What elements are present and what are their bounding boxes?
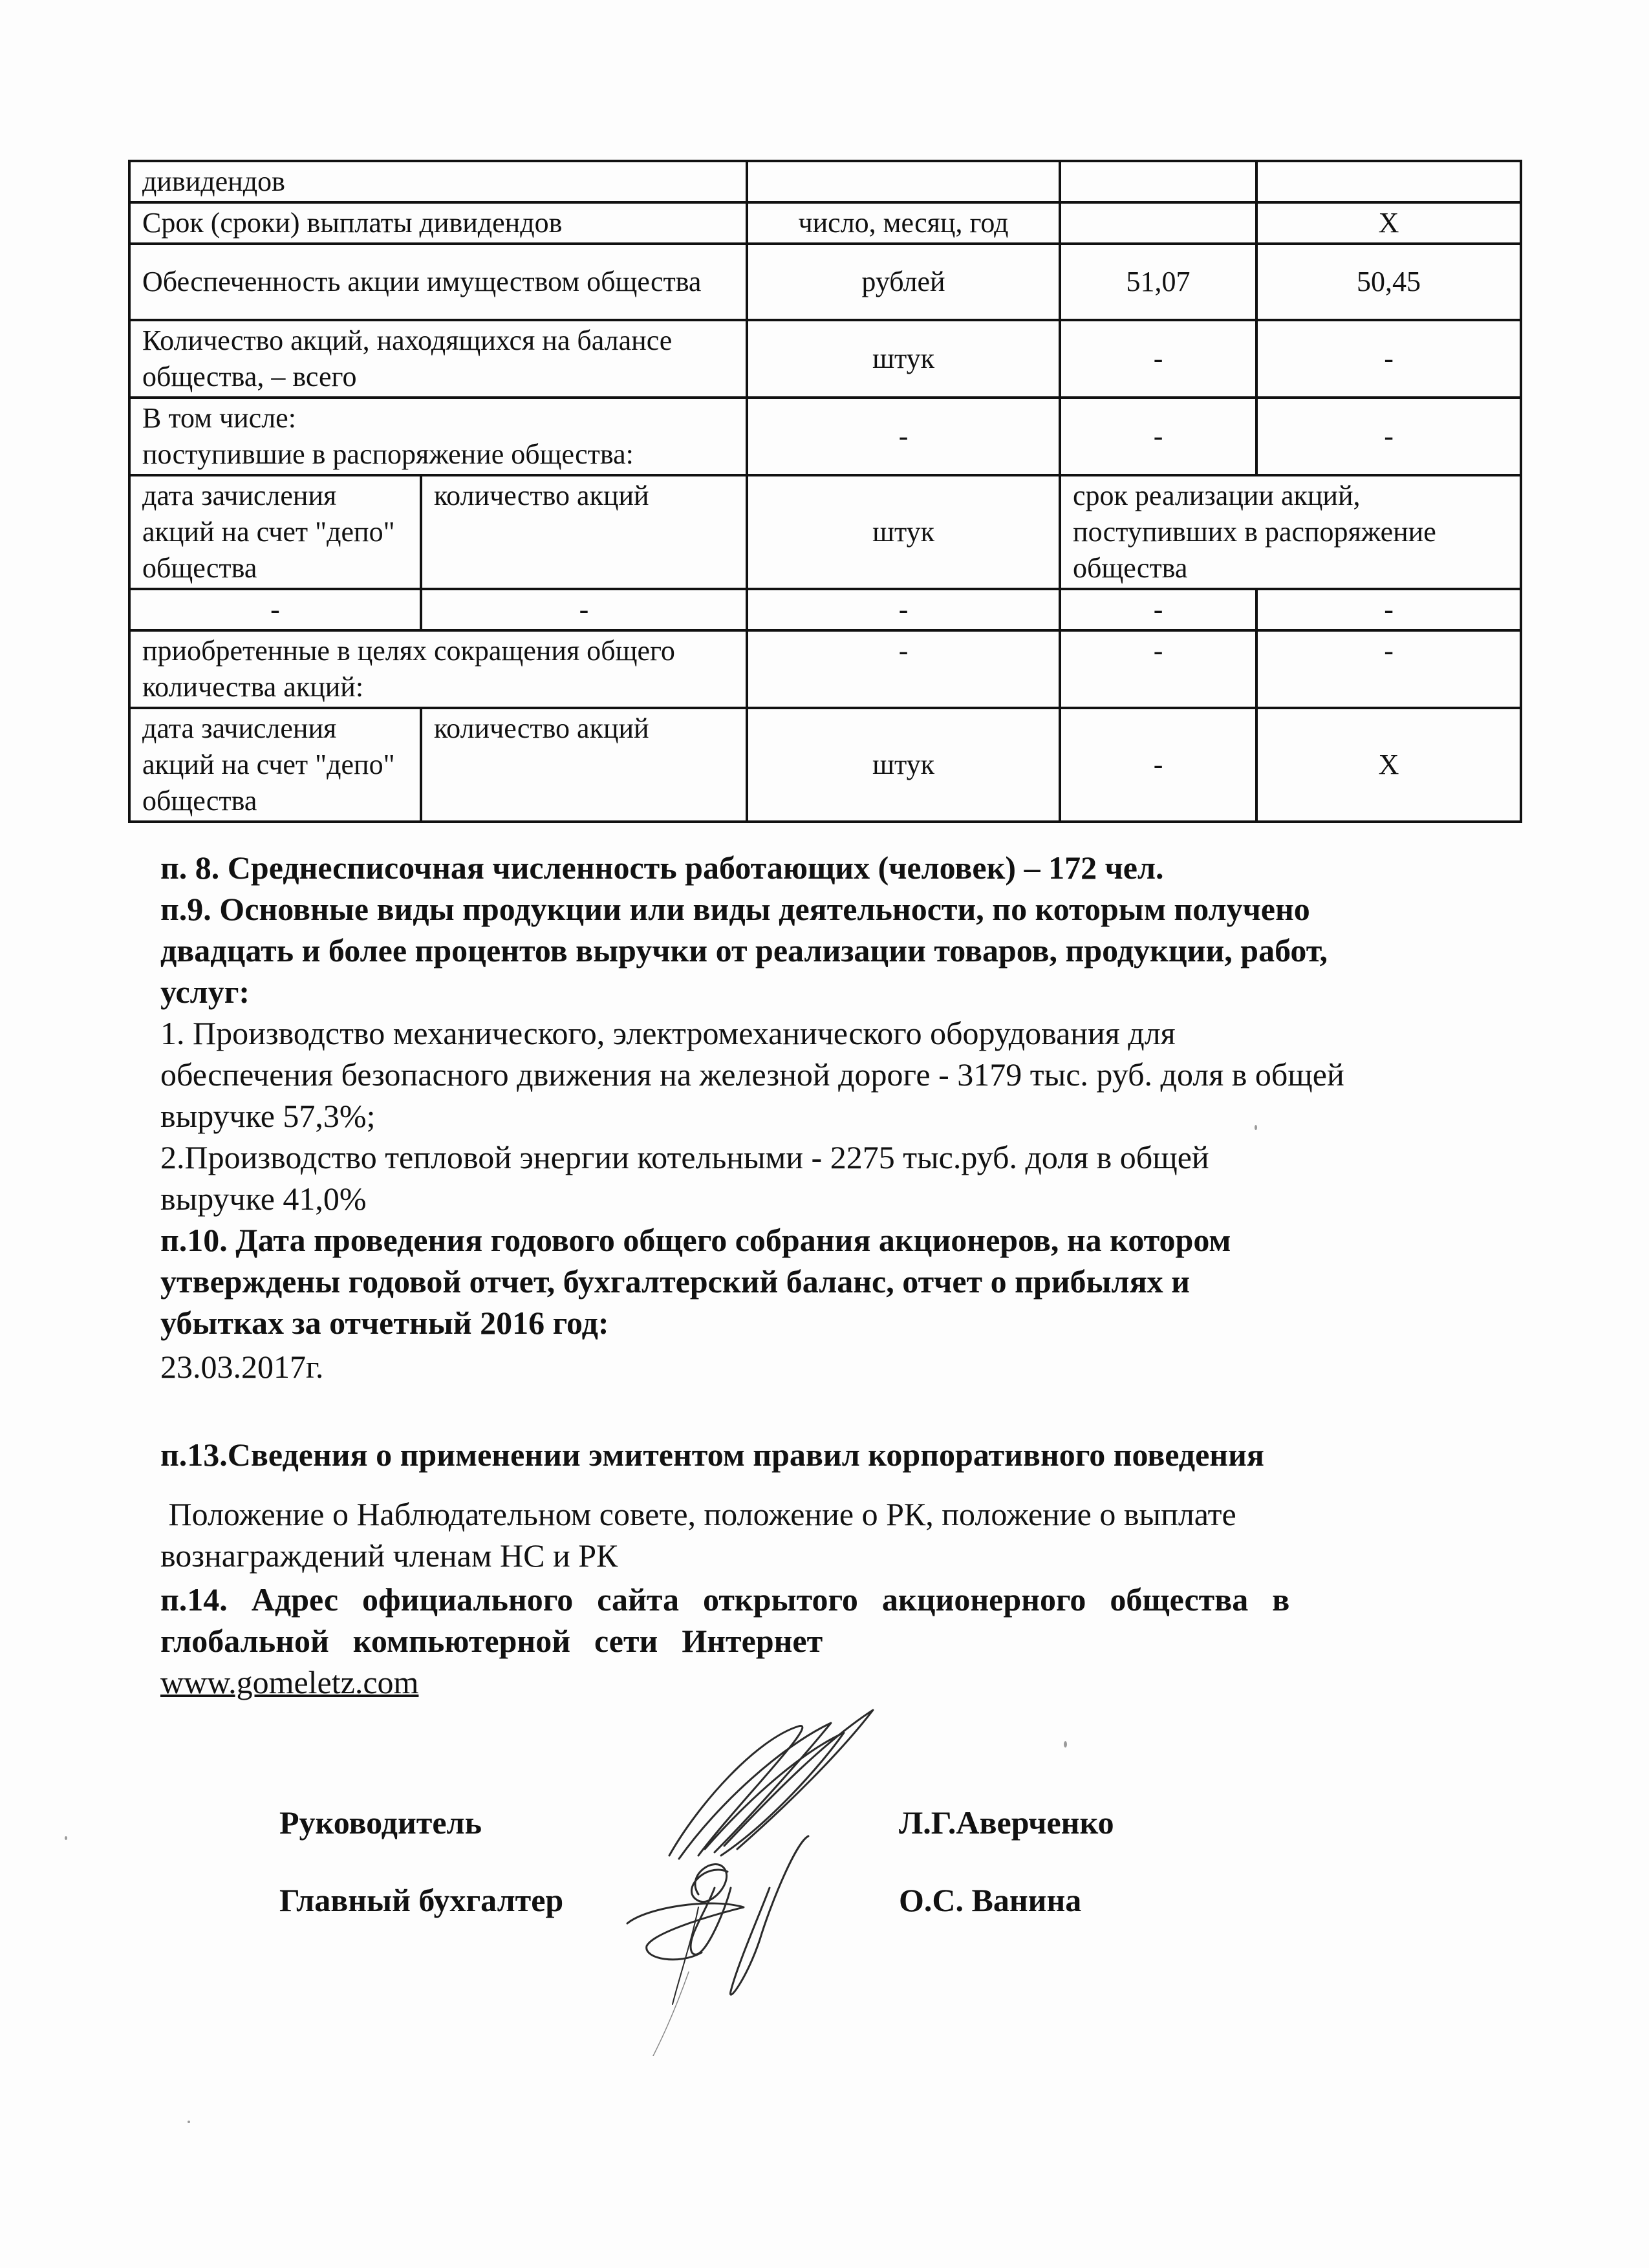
qty-cell: -: [421, 589, 747, 630]
table-row: [129, 708, 1521, 822]
head-name: Л.Г.Аверченко: [899, 1804, 1114, 1841]
signature-stroke: [724, 1710, 873, 1849]
section-p9-items: [160, 1012, 1531, 1219]
curr-year-cell: -: [1256, 630, 1521, 708]
p9-title-line: двадцать и более процентов выручки от реализации товаров, продукции, работ,: [160, 932, 1328, 968]
signature-stroke: [691, 1865, 727, 1902]
prev-year-cell: -: [1060, 320, 1256, 398]
unit-cell: число, месяц, год: [747, 202, 1060, 244]
prev-year-cell: -: [1060, 630, 1256, 708]
prev-year-cell: 51,07: [1060, 244, 1256, 320]
row-label: [129, 398, 747, 475]
section-p8: п. 8. Среднесписочная численность работающих (человек) – 172 чел.: [160, 850, 1164, 886]
curr-year-cell: -: [1256, 320, 1521, 398]
unit-cell: -: [747, 630, 1060, 708]
date-cell: -: [129, 589, 421, 630]
p9-item-line: 2.Производство тепловой энергии котельными - 2275 тыс.руб. доля в общей: [160, 1139, 1209, 1175]
signature-stroke: [730, 1836, 808, 1995]
table-row: [129, 244, 1521, 320]
qty-label-cell: количество акций: [421, 475, 747, 589]
website-link[interactable]: www.gomeletz.com: [160, 1664, 419, 1700]
signature-stroke: [679, 1723, 831, 1859]
accountant-name: О.С. Ванина: [899, 1882, 1082, 1918]
p13-text-line: Положение о Наблюдательном совете, положение о РК, положение о выплате: [160, 1496, 1236, 1532]
curr-year-cell: [1256, 161, 1521, 202]
row-label-line: поступившие в распоряжение общества:: [142, 438, 634, 470]
prev-year-cell: -: [1060, 398, 1256, 475]
prev-year-cell: -: [1060, 589, 1256, 630]
row-label: дивидендов: [129, 161, 747, 202]
term-label-cell: срок реализации акций, поступивших в распоряжение общества: [1060, 475, 1521, 589]
curr-year-cell: -: [1256, 589, 1521, 630]
accountant-title: Главный бухгалтер: [279, 1882, 564, 1918]
unit-cell: -: [747, 589, 1060, 630]
row-label: Срок (сроки) выплаты дивидендов: [129, 202, 747, 244]
head-title: Руководитель: [279, 1804, 482, 1841]
curr-year-cell: X: [1256, 708, 1521, 822]
p13-text-line: вознаграждений членам НС и РК: [160, 1537, 618, 1574]
unit-cell: -: [747, 398, 1060, 475]
row-label: Обеспеченность акции имуществом общества: [129, 244, 747, 320]
scan-speck: [188, 2121, 190, 2123]
meeting-date: 23.03.2017г.: [160, 1349, 324, 1385]
curr-year-cell: 50,45: [1256, 244, 1521, 320]
p9-title-line: п.9. Основные виды продукции или виды деятельности, по которым получено: [160, 891, 1310, 927]
table-row: [129, 630, 1521, 708]
p14-title-line: п.14. Адрес официального сайта открытого акционерного общества в: [160, 1581, 1290, 1618]
section-p10-title: [160, 1219, 1531, 1343]
date-label-cell: дата зачисления акций на счет "депо" общества: [129, 475, 421, 589]
p9-item-line: обеспечения безопасного движения на железной дороге - 3179 тыс. руб. доля в общей: [160, 1056, 1344, 1093]
shares-table: [128, 160, 1522, 823]
curr-year-cell: X: [1256, 202, 1521, 244]
table-row: [129, 475, 1521, 589]
section-p9-title: [160, 888, 1531, 1012]
p10-title-line: утверждены годовой отчет, бухгалтерский баланс, отчет о прибылях и: [160, 1263, 1190, 1300]
signature-stroke: [653, 1972, 689, 2056]
scan-speck: [1064, 1741, 1067, 1748]
signature-stroke: [627, 1903, 744, 1960]
curr-year-cell: -: [1256, 398, 1521, 475]
scan-speck: [1255, 1125, 1257, 1130]
row-label-line: В том числе:: [142, 402, 296, 434]
p9-item-line: 1. Производство механического, электромеханического оборудования для: [160, 1015, 1176, 1051]
prev-year-cell: [1060, 161, 1256, 202]
p9-item-line: выручке 41,0%: [160, 1181, 367, 1217]
section-p14-title: [160, 1579, 1531, 1662]
unit-cell: штук: [747, 708, 1060, 822]
unit-cell: штук: [747, 320, 1060, 398]
prev-year-cell: -: [1060, 708, 1256, 822]
unit-cell: [747, 161, 1060, 202]
row-label: Количество акций, находящихся на балансе общества, – всего: [129, 320, 747, 398]
section-p13-text: [160, 1493, 1531, 1576]
p10-title-line: убытках за отчетный 2016 год:: [160, 1305, 609, 1341]
row-label: приобретенные в целях сокращения общего количества акций:: [129, 630, 747, 708]
table-row: [129, 589, 1521, 630]
table-row: [129, 161, 1521, 202]
scan-speck: [65, 1836, 67, 1840]
table-row: [129, 320, 1521, 398]
date-label-cell: дата зачисления акций на счет "депо" общества: [129, 708, 421, 822]
unit-cell: рублей: [747, 244, 1060, 320]
p9-item-line: выручке 57,3%;: [160, 1098, 376, 1134]
unit-cell: штук: [747, 475, 1060, 589]
p10-title-line: п.10. Дата проведения годового общего собрания акционеров, на котором: [160, 1222, 1231, 1258]
table-row: [129, 202, 1521, 244]
p9-title-line: услуг:: [160, 974, 250, 1010]
section-p13-title: п.13.Сведения о применении эмитентом правил корпоративного поведения: [160, 1437, 1264, 1473]
p14-title-line: глобальной компьютерной сети Интернет: [160, 1623, 823, 1659]
handwritten-signature: [608, 1694, 1061, 2056]
prev-year-cell: [1060, 202, 1256, 244]
qty-label-cell: количество акций: [421, 708, 747, 822]
signature-stroke: [669, 1726, 803, 1856]
table-row: [129, 398, 1521, 475]
